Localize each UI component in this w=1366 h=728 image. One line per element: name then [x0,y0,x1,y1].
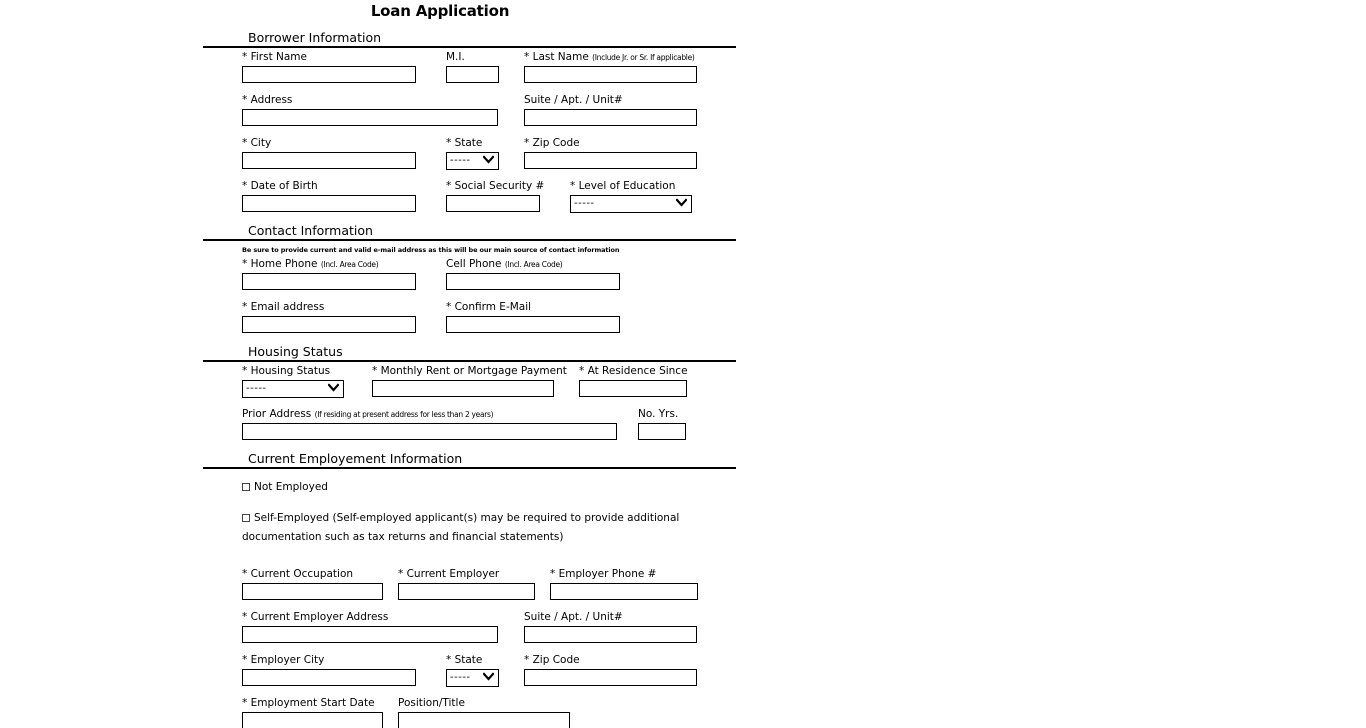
form-row [242,697,736,728]
field-city [242,137,416,169]
label-text-current-employer: * Current Employer [398,568,500,580]
label-employer-city [242,654,416,667]
select-arrow-state[interactable] [483,673,494,684]
label-current-employer-address [242,611,498,624]
form-row [242,180,736,223]
input-employer-phone[interactable] [550,583,698,600]
input-city[interactable] [242,152,416,169]
label-social-security [446,180,545,193]
field-current-employer [398,568,535,600]
label-at-residence-since [579,365,687,378]
label-employment-start-date [242,697,383,710]
label-hint-last-name: (Include Jr. or Sr. If applicable) [592,53,695,62]
field-date-of-birth [242,180,416,212]
field-current-employer-address [242,611,498,643]
field-monthly-rent-or-mortgage-payment [372,365,567,397]
form-row [242,365,736,408]
section-current-employment-information [203,451,736,728]
chevron-down-icon [483,673,494,681]
form-row [242,258,736,301]
input-last-name[interactable] [524,66,697,83]
input-current-employer[interactable] [398,583,535,600]
label-hint-home-phone: (Incl. Area Code) [320,260,379,269]
section-title-housing-status: Housing Status [248,344,343,359]
select-value-state: ----- [450,672,471,683]
input-current-occupation[interactable] [242,583,383,600]
input-suite-apt-unit[interactable] [524,109,697,126]
form-row [242,611,736,654]
section-title-borrower-information: Borrower Information [248,30,382,45]
label-city [242,137,416,150]
label-text-first-name: * First Name [242,51,307,63]
checkbox-row-self-employed [242,494,702,544]
label-m-i [446,51,499,64]
input-first-name[interactable] [242,66,416,83]
label-text-confirm-e-mail: * Confirm E-Mail [446,301,532,313]
select-state[interactable] [446,669,499,687]
label-text-cell-phone: Cell Phone [446,258,502,270]
input-at-residence-since[interactable] [579,380,687,397]
form-row [242,301,736,344]
label-text-employer-city: * Employer City [242,654,325,666]
input-home-phone[interactable] [242,273,416,290]
form-row [242,654,736,697]
label-text-address: * Address [242,94,293,106]
spacer [242,544,736,568]
field-confirm-e-mail [446,301,620,333]
label-text-prior-address: Prior Address [242,408,312,420]
form-row [242,137,736,180]
label-text-email-address: * Email address [242,301,325,313]
input-zip-code[interactable] [524,152,697,169]
section-note-contact-information: Be sure to provide current and valid e-mail address as this will be our main source of contact information [242,246,620,254]
label-employer-phone [550,568,698,581]
form-body [203,30,736,728]
label-text-m-i: M.I. [446,51,465,63]
chevron-down-icon [483,156,494,164]
label-monthly-rent-or-mortgage-payment [372,365,567,378]
label-text-position-title: Position/Title [398,697,465,709]
label-date-of-birth [242,180,416,193]
form-row [242,94,736,137]
label-first-name [242,51,416,64]
label-hint-prior-address: (If residing at present address for less than 2 years) [314,410,494,419]
label-text-suite-apt-unit: Suite / Apt. / Unit# [524,611,623,623]
label-text-zip-code: * Zip Code [524,137,580,149]
input-prior-address[interactable] [242,423,617,440]
form-row [242,408,736,451]
select-arrow-housing-status[interactable] [328,384,339,395]
select-level-of-education[interactable] [570,195,692,213]
label-text-home-phone: * Home Phone [242,258,318,270]
label-level-of-education [570,180,692,193]
label-state [446,654,499,667]
select-arrow-level-of-education[interactable] [676,199,687,210]
section-title-contact-information: Contact Information [248,223,373,238]
label-text-state: * State [446,654,483,666]
label-text-level-of-education: * Level of Education [570,180,676,192]
field-social-security [446,180,545,212]
field-address [242,94,498,126]
field-cell-phone [446,258,620,290]
field-m-i [446,51,499,83]
checkbox-not-employed[interactable] [242,483,250,491]
chevron-down-icon [676,199,687,207]
field-employer-phone [550,568,698,600]
section-content-borrower-information [203,48,736,223]
field-state [446,137,499,170]
input-position-title[interactable] [398,712,570,728]
label-text-monthly-rent-or-mortgage-payment: * Monthly Rent or Mortgage Payment [372,365,567,377]
field-employment-start-date [242,697,383,728]
form-row [242,568,736,611]
label-suite-apt-unit [524,611,697,624]
section-contact-information [203,223,736,344]
input-zip-code[interactable] [524,669,697,686]
label-text-zip-code: * Zip Code [524,654,580,666]
chevron-down-icon [328,384,339,392]
field-email-address [242,301,416,333]
field-zip-code [524,137,697,169]
checkbox-label-self-employed[interactable]: Self-Employed (Self-employed applicant(s) may be required to provide additional documentation such as tax returns and financial statements) [242,512,680,543]
input-employer-city[interactable] [242,669,416,686]
label-current-occupation [242,568,383,581]
label-home-phone [242,258,416,271]
checkbox-label-not-employed[interactable]: Not Employed [254,481,328,493]
field-employer-city [242,654,416,686]
label-text-city: * City [242,137,272,149]
label-email-address [242,301,416,314]
input-current-employer-address[interactable] [242,626,498,643]
field-zip-code [524,654,697,686]
field-at-residence-since [579,365,687,397]
field-suite-apt-unit [524,94,697,126]
input-social-security[interactable] [446,195,540,212]
label-no-yrs [638,408,686,421]
section-title-current-employment-information: Current Employement Information [248,451,463,466]
field-first-name [242,51,416,83]
select-value-state: ----- [450,155,471,166]
section-content-current-employment-information [203,469,736,728]
select-arrow-state[interactable] [483,156,494,167]
field-position-title [398,697,570,728]
select-value-housing-status: ----- [246,383,267,394]
label-hint-cell-phone: (Incl. Area Code) [504,260,563,269]
field-no-yrs [638,408,686,440]
input-monthly-rent-or-mortgage-payment[interactable] [372,380,554,397]
label-cell-phone [446,258,620,271]
label-text-last-name: * Last Name [524,51,589,63]
input-no-yrs[interactable] [638,423,686,440]
label-zip-code [524,137,697,150]
label-position-title [398,697,570,710]
input-cell-phone[interactable] [446,273,620,290]
select-state[interactable] [446,152,499,170]
label-text-current-occupation: * Current Occupation [242,568,354,580]
field-state [446,654,499,687]
label-suite-apt-unit [524,94,697,107]
label-text-social-security: * Social Security # [446,180,545,192]
label-address [242,94,498,107]
form-row [242,51,736,94]
section-borrower-information [203,30,736,223]
field-last-name [524,51,697,83]
input-address[interactable] [242,109,498,126]
input-email-address[interactable] [242,316,416,333]
page-title: Loan Application [370,2,510,20]
select-value-level-of-education: ----- [574,198,595,209]
label-text-current-employer-address: * Current Employer Address [242,611,389,623]
checkbox-self-employed[interactable] [242,514,250,522]
field-prior-address [242,408,617,440]
label-text-state: * State [446,137,483,149]
field-current-occupation [242,568,383,600]
label-last-name [524,51,697,64]
input-confirm-e-mail[interactable] [446,316,620,333]
label-text-no-yrs: No. Yrs. [638,408,679,420]
label-zip-code [524,654,697,667]
section-content-contact-information [203,241,736,344]
label-text-at-residence-since: * At Residence Since [579,365,688,377]
section-housing-status [203,344,736,451]
label-confirm-e-mail [446,301,620,314]
input-m-i[interactable] [446,66,499,83]
label-state [446,137,499,150]
select-housing-status[interactable] [242,380,344,398]
input-date-of-birth[interactable] [242,195,416,212]
field-housing-status [242,365,344,398]
label-text-employment-start-date: * Employment Start Date [242,697,375,709]
input-suite-apt-unit[interactable] [524,626,697,643]
label-current-employer [398,568,535,581]
section-content-housing-status [203,362,736,451]
label-housing-status [242,365,344,378]
field-level-of-education [570,180,692,213]
input-employment-start-date[interactable] [242,712,383,728]
field-home-phone [242,258,416,290]
label-text-housing-status: * Housing Status [242,365,331,377]
label-text-suite-apt-unit: Suite / Apt. / Unit# [524,94,623,106]
label-text-date-of-birth: * Date of Birth [242,180,318,192]
label-prior-address [242,408,617,421]
checkbox-row-not-employed [242,472,702,494]
field-suite-apt-unit [524,611,697,643]
label-text-employer-phone: * Employer Phone # [550,568,657,580]
